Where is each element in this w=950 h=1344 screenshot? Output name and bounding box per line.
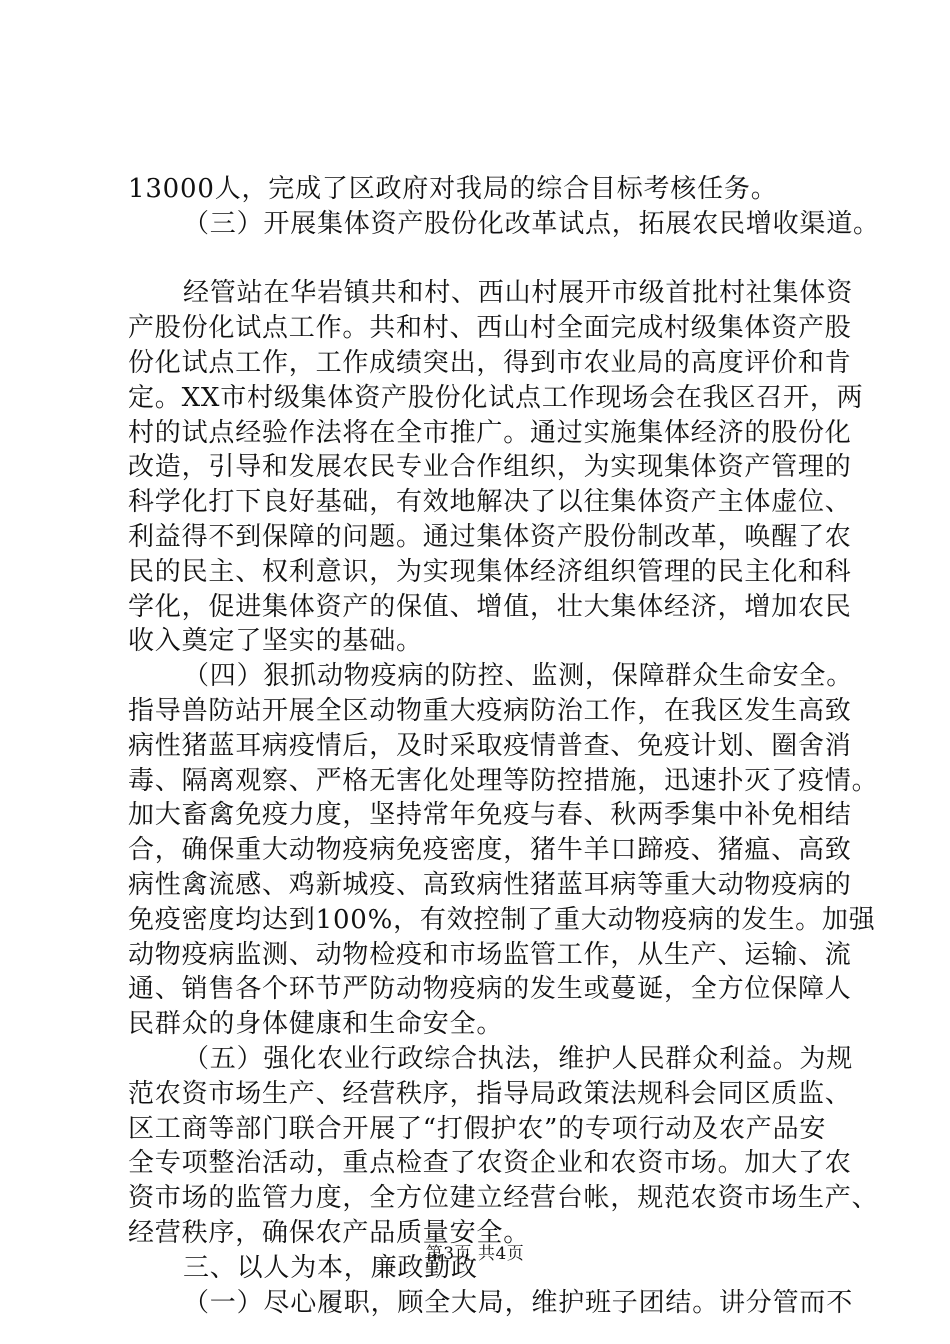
text-line: 改造，引导和发展农民专业合作组织，为实现集体资产管理的 xyxy=(128,452,852,483)
text-line: 利益得不到保障的问题。通过集体资产股份制改革，唤醒了农 xyxy=(128,521,852,552)
section-heading: 三、以人为本，廉政勤政 xyxy=(183,1252,478,1283)
section-heading: （四）狠抓动物疫病的防控、监测，保障群众生命安全。 xyxy=(183,661,854,692)
text-line: 学化，促进集体资产的保值、增值，壮大集体经济，增加农民 xyxy=(128,591,852,622)
body-text xyxy=(128,172,880,1320)
text-line: 资市场的监管力度，全方位建立经营台帐，规范农资市场生产、 xyxy=(128,1183,879,1214)
text-line: 份化试点工作，工作成绩突出，得到市农业局的高度评价和肯 xyxy=(128,347,852,378)
text-line: 经营秩序，确保农产品质量安全。 xyxy=(128,1217,531,1248)
text-line: 病性猪蓝耳病疫情后，及时采取疫情普查、免疫计划、圈舍消 xyxy=(128,730,852,761)
blank-line xyxy=(128,242,850,277)
paragraph-start: 经管站在华岩镇共和村、西山村展开市级首批村社集体资 xyxy=(183,278,854,309)
text-line: 动物疫病监测、动物检疫和市场监管工作，从生产、运输、流 xyxy=(128,939,852,970)
text-line: 定。XX市村级集体资产股份化试点工作现场会在我区召开，两 xyxy=(128,382,864,413)
text-line: 收入奠定了坚实的基础。 xyxy=(128,626,423,657)
section-heading: （三）开展集体资产股份化改革试点，拓展农民增收渠道。 xyxy=(183,208,880,239)
text-line: 范农资市场生产、经营秩序，指导局政策法规科会同区质监、 xyxy=(128,1078,852,1109)
text-line: 毒、隔离观察、严格无害化处理等防控措施，迅速扑灭了疫情。 xyxy=(128,765,879,796)
text-line: 民群众的身体健康和生命安全。 xyxy=(128,1009,504,1040)
text-line: 病性禽流感、鸡新城疫、高致病性猪蓝耳病等重大动物疫病的 xyxy=(128,869,852,900)
text-line: 科学化打下良好基础，有效地解决了以往集体资产主体虚位、 xyxy=(128,487,852,518)
text-line: 区工商等部门联合开展了“打假护农”的专项行动及农产品安 xyxy=(128,1113,827,1144)
text-line: 免疫密度均达到100%，有效控制了重大动物疫病的发生。加强 xyxy=(128,904,876,935)
text-line: 指导兽防站开展全区动物重大疫病防治工作，在我区发生高致 xyxy=(128,695,852,726)
text-line: 加大畜禽免疫力度，坚持常年免疫与春、秋两季集中补免相结 xyxy=(128,800,852,831)
text-line: 产股份化试点工作。共和村、西山村全面完成村级集体资产股 xyxy=(128,313,852,344)
text-line: 村的试点经验作法将在全市推广。通过实施集体经济的股份化 xyxy=(128,417,852,448)
text-line: 通、销售各个环节严防动物疫病的发生或蔓诞，全方位保障人 xyxy=(128,974,852,1005)
subsection-heading: （一）尽心履职，顾全大局，维护班子团结。讲分管而不 xyxy=(183,1287,854,1318)
text-line: 13000人，完成了区政府对我局的综合目标考核任务。 xyxy=(128,174,778,204)
section-heading: （五）强化农业行政综合执法，维护人民群众利益。为规 xyxy=(183,1043,854,1074)
text-line: 民的民主、权利意识，为实现集体经济组织管理的民主化和科 xyxy=(128,556,852,587)
page-number-footer: 第3页 共4页 xyxy=(425,1244,525,1264)
text-line: 合，确保重大动物疫病免疫密度，猪牛羊口蹄疫、猪瘟、高致 xyxy=(128,835,852,866)
text-line: 全专项整治活动，重点检查了农资企业和农资市场。加大了农 xyxy=(128,1148,852,1179)
